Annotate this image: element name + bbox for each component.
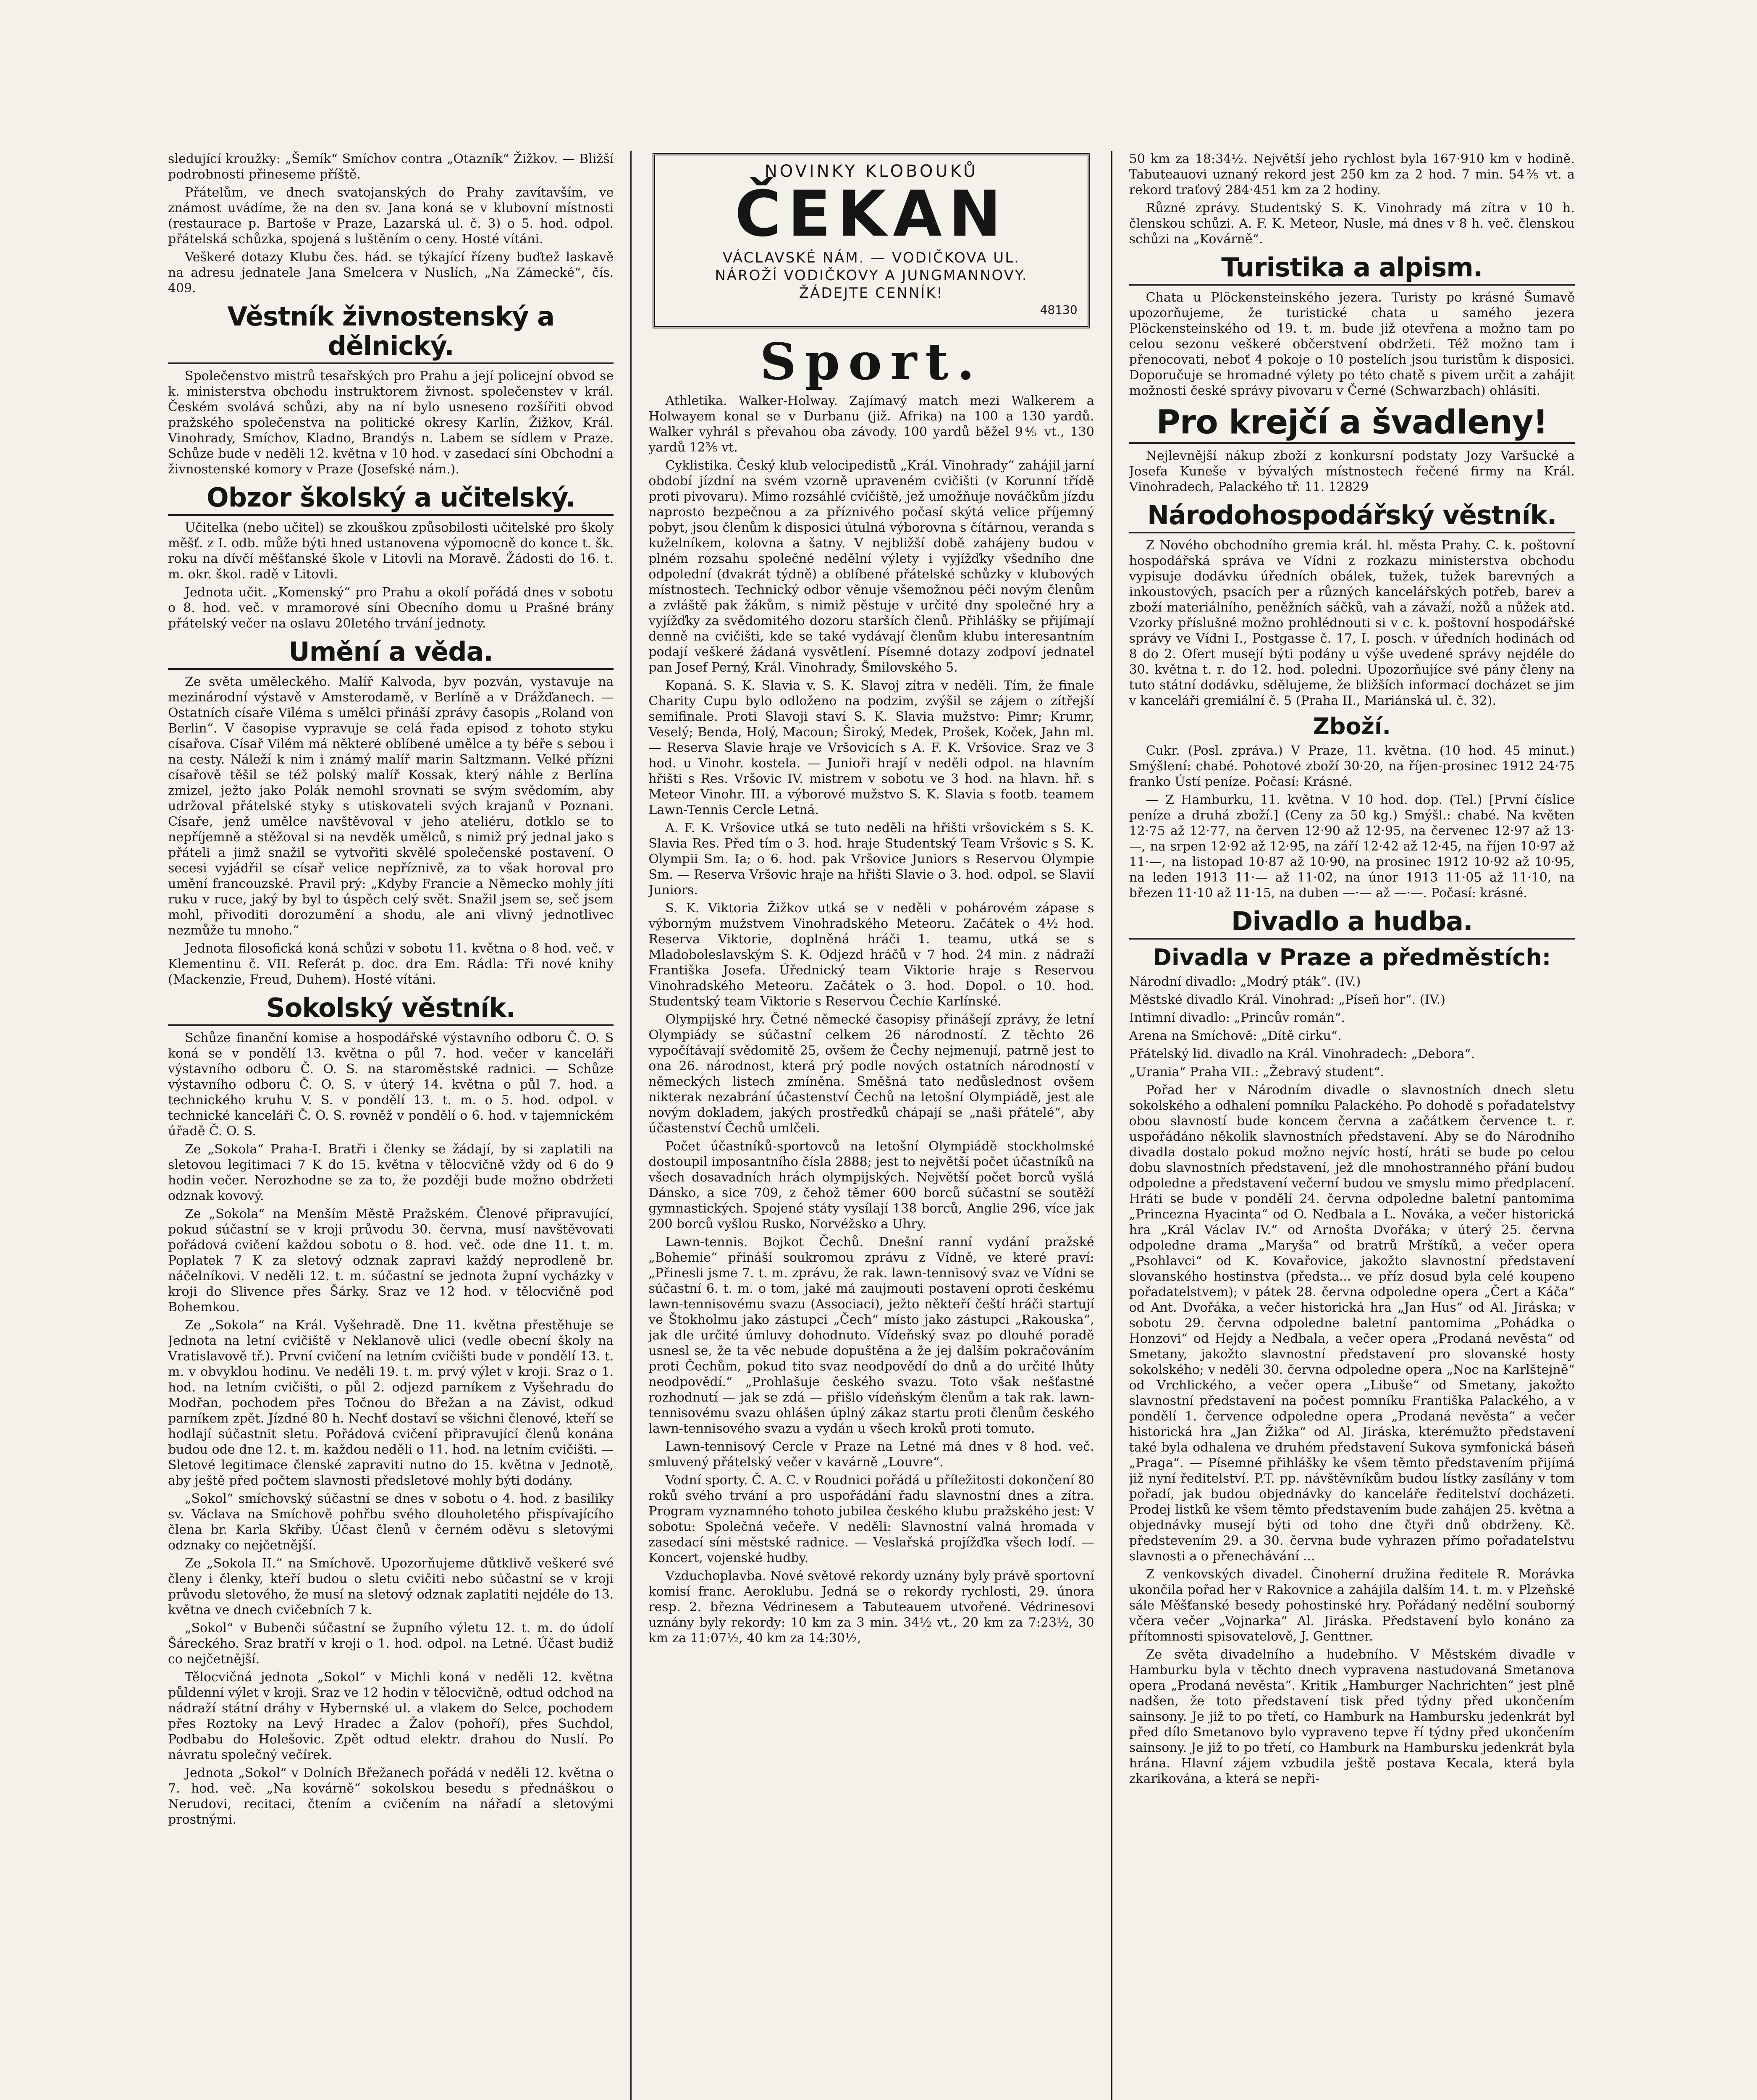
paragraph: Z Nového obchodního gremia král. hl. města Prahy. C. k. poštovní hospodářská správa ve Vídni z rozkazu ministerstva obchodu vypisuje dodávku úředních obálek, tužek, tužek barevných a inkoustových, psacích per a různých kancelářských potřeb, barev a zboží materiálního, peněžních sáčků, vah a závaží, nožů a nůžek atd. Vzorky příslušné možno prohlédnouti si v c. k. poštovní hospodářské správy ve Vídni I., Postgasse č. 17, I. posch. v úředních hodinách od 8 do 2. Ofert musejí býti podány u výše uvedené správy nejdéle do 30. května t. r. do 12. hod. poledni. Upozorňujíce své pány členy na tuto státní dodávku, sdělujeme, že bližších informací docházet se jim v kanceláři gremiální č. 5 (Praha II., Mariánská ul. č. 32).	[1129, 538, 1575, 708]
paragraph: Ze „Sokola“ na Menším Městě Pražském. Členové připravující, pokud súčastní se v kroji průvodu 30. června, musí navštěvovati pořádová cvičení každou sobotu o 8. hod. več. ode dne 11. t. m. Poplatek 7 K za sletový odznak zapravi každý neprodleně br. náčelníkovi. V neděli 12. t. m. súčastní se jednota župní vycházky v kroji do Slivence přes Šárky. Sraz ve 12 hod. v tělocvičně pod Bohemkou.	[168, 1207, 614, 1315]
paragraph: Schůze finanční komise a hospodářské výstavního odboru Č. O. S koná se v pondělí 13. května o půl 7. hod. večer v kanceláři výstavního odboru Č. O. S. na staroměstské radnici. — Schůze výstavního odboru Č. O. S. v úterý 14. května o půl 7. hod. a technického kruhu V. S. v pondělí 13. t. m. o 5. hod. odpol. v technické kanceláři Č. O. S. rovněž v pondělí o 6. hod. v tajemnickém úřadě Č. O. S.	[168, 1031, 614, 1139]
paragraph: Jednota filosofická koná schůzi v sobotu 11. května o 8 hod. več. v Klementinu č. VII. Referát p. doc. dra Em. Rádla: Tři nové knihy (Mackenzie, Freud, Duhem). Hosté vítáni.	[168, 941, 614, 987]
section-heading-zbozi: Zboží.	[1313, 713, 1391, 740]
paragraph: Počet účastníků-sportovců na letošní Olympiádě stockholmské dostoupil imposantního čísla 2888; jest to největší počet účastníků na všech dosavadních hrách olympijských. Největší počet borců vyšlá Dánsko, a sice 709, z čehož těmer 600 borců súčastní se soutěží gymnastických. Spojené státy vysílají 138 borců, Anglie 296, více jak 200 borců vyšlou Rusko, Norvéžsko a Uhry.	[648, 1139, 1094, 1231]
paragraph: Společenstvo mistrů tesařských pro Prahu a její policejní obvod se k. ministerstva obchodu instruktorem živnost. společenstev v král. Českém svolává schůzi, aby na ní bylo usneseno rozšířiti obvod pražského společenstva na politické okresy Karlín, Žižkov, Král. Vinohrady, Smíchov, Kladno, Brandýs n. Labem se sídlem v Praze. Schůze bude v neděli 12. května v 10 hod. v zasedací síni Obchodní a živnostenské komory v Praze (Josefské nám.).	[168, 369, 614, 477]
paragraph: Chata u Plöckensteinského jezera. Turisty po krásné Šumavě upozorňujeme, že turistické chata u samého jezera Plöckensteinského od 19. t. m. bude již otevřena a možno tam po celou sezonu veškeré občerstvení obdržeti. Též možno tam i přenocovati, neboť 4 pokoje o 10 postelích jsou turistům k disposici. Doporučuje se hromadné výlety po této chatě s pivem určit a zahájit možnosti české správy pivovaru v Černé (Schwarzbach) ohlásiti.	[1129, 290, 1575, 398]
section-heading-krejci: Pro krejčí a švadleny!	[1129, 404, 1575, 444]
ad-address-line: NÁROŽÍ VODIČKOVY A JUNGMANNOVY.	[715, 267, 1028, 284]
paragraph: Ze světa divadelního a hudebního. V Městském divadle v Hamburku byla v těchto dnech vypravena nastudovaná Smetanova opera „Prodaná nevěsta“. Kritik „Hamburger Nachrichten“ jest plně nadšen, že toto představení tisk před týdny před ukončením sainsony. Je již to po třetí, co Hamburk na Hambursku jedenkrát byl před dílo Smetanovo bylo vypraveno tepve ří týdny před ukončením sainsony. Je již to po třetí, co Hamburk na Hambursku jedenkrát byla hrána. Hlavní zájem vzbudila ještě postava Kecala, která byla zkarikována, a která se nepři-	[1129, 1647, 1575, 1786]
paragraph: Různé zprávy. Studentský S. K. Vinohrady má zítra v 10 h. členskou schůzi. A. F. K. Meteor, Nusle, má dnes v 8 h. več. členskou schůzi na „Kovárně“.	[1129, 201, 1575, 247]
paragraph: Lawn-tennisový Cercle v Praze na Letné má dnes v 8 hod. več. smluvený přátelský večer v kavárně „Louvre“.	[648, 1439, 1094, 1470]
paragraph: Cukr. (Posl. zpráva.) V Praze, 11. května. (10 hod. 45 minut.) Smýšlení: chabé. Pohotové zboží 30·20, na říjen-prosinec 1912 24·75 franko Ústí peníze. Počasí: Krásné.	[1129, 743, 1575, 789]
section-heading-turist: Turistika a alpism.	[1129, 253, 1575, 286]
paragraph: „Sokol“ smíchovský súčastní se dnes v sobotu o 4. hod. z basiliky sv. Václava na Smíchově pohřbu svého dlouholetého přispívajícího člena br. Karla Skřiby. Účast členů v černém oděvu s sletovými odznaky co nejčetnější.	[168, 1491, 614, 1553]
column-middle	[648, 151, 1094, 2100]
section-heading-skol: Obzor školský a učitelský.	[168, 483, 614, 516]
paragraph: Ze „Sokola“ na Král. Vyšehradě. Dne 11. května přestěhuje se Jednota na letní cvičiště v Neklanově ulici (vedle obecní školy na Vratislavově tř.). První cvičení na letním cvičišti bude v pondělí 13. t. m. v obvyklou hodinu. Ve neděli 19. t. m. prvý výlet v kroji. Sraz o 1. hod. na letním cvičišti, o půl 2. odjezd parníkem z Vyšehradu do Modřan, pochodem přes Točnou do Břežan a na Závist, odkud parníkem zpět. Jízdné 80 h. Nechť dostaví se všichni členové, kteří se hodlají súčastnit sletu. Pořádová cvičení připravující členů konána budou ode dne 12. t. m. každou neděli o 11. hod. na letním cvičišti. — Sletové legitimace členské zapraviti nutno do 15. května v Jednotě, aby ještě před počtem slavnosti předsletové mohly býti dodány.	[168, 1318, 614, 1488]
section-subheading-divadla: Divadla v Praze a předměstích:	[1153, 944, 1551, 971]
paragraph: Cyklistika. Český klub velocipedistů „Král. Vinohrady“ zahájil jarní období jízdní na svém vzorně upraveném cvičišti (v Korunní třídě proti pivovaru). Mimo rozsáhlé cvičiště, jež umožňuje nováčkům jízdu naprosto bezpečnou a za příznivého počasí skýtá velice příjemný pobyt, jsou členům k disposici útulná výborovna s čítárnou, veranda s kuželníkem, kolovna a šatny. V nejbližší době zahájeny budou v plném rozsahu společné nedělní výlety i vyjížďky všedního dne odpolední (dvakrát týdně) a oblíbené přátelské schůzky v klubových místnostech. Technický odbor věnuje všemožnou péči novým členům a zvláště pak žákům, s nimiž pěstuje v určité dny společné hry a vyjížďky za svědomitého dozoru starších členů. Přihlášky se přijímají denně na cvičišti, kde se také vydávají členům klubu interesantním podají veškeré žádaná vysvětlení. Písemné dotazy zodpoví jednatel pan Josef Perný, Král. Vinohrady, Šmilovského 5.	[648, 458, 1094, 675]
paragraph: Přátelům, ve dnech svatojanských do Prahy zavítavším, ve známost uvádíme, že na den sv. Jana koná se v klubovní místnosti (restaurace p. Bartoše v Praze, Lazarská ul. č. 3) o 5. hod. odpol. přátelská schůzka, spojená s luštěním o ceny. Hosté vítáni.	[168, 185, 614, 247]
section-heading-umeni: Umění a věda.	[168, 637, 614, 670]
ad-address-line: VÁCLAVSKÉ NÁM. — VODIČKOVA UL.	[723, 249, 1020, 266]
column-right	[1129, 151, 1575, 2100]
section-heading-sokol: Sokolský věstník.	[168, 993, 614, 1026]
column-divider	[1111, 151, 1112, 2100]
paragraph: Lawn-tennis. Bojkot Čechů. Dnešní ranní vydání pražské „Bohemie“ přináší soukromou zprávu z Vídně, ve které praví: „Přinesli jsme 7. t. m. zprávu, že rak. lawn-tennisový svaz ve Vídni se súčastní 6. t. m. o tom, jaké má zaujmouti postavení oproti českému lawn-tennisovému svazu (Associaci), ježto někteří čeští hráči startují ve Štokholmu jako zástupci „Čech“ místo jako zástupci „Rakouska“, jak dle určité úmluvy dohodnuto. Vídeňský svaz po dlouhé poradě usnesl se, že ta věc nebude dopuštěna a že jej dalším pokračováním proti Čechům, pokud tito svaz neodpovědí do dnů a do určité lhůty neodpovědí.“ „Prohlašuje českého svazu. Toto však nešťastné rozhodnutí — jak se zdá — přišlo vídeňským členům a tak rak. lawn-tennisovému svazu ohlášen úplný zákaz startu proti členům českého lawn-tennisového svazu a vydán u všech kroků proti tomuto.	[648, 1235, 1094, 1436]
column-divider	[630, 151, 632, 2100]
paragraph: Jednota učit. „Komenský“ pro Prahu a okolí pořádá dnes v sobotu o 8. hod. več. v mramorové síni Obecního domu u Prašné brány přátelský večer na oslavu 20letého trvání jednoty.	[168, 585, 614, 631]
theatre-listing: „Urania“ Praha VII.: „Žebravý student“.	[1129, 1065, 1385, 1079]
paragraph: Athletika. Walker-Holway. Zajímavý match mezi Walkerem a Holwayem konal se v Durbanu (již. Afrika) na 100 a 130 yardů. Walker vyhrál s převahou oba závody. 100 yardů běžel 9⅘ vt., 130 yardů 12⅗ vt.	[648, 394, 1094, 455]
theatre-listing: Arena na Smíchově: „Dítě cirku“.	[1129, 1029, 1342, 1043]
column-left	[168, 151, 614, 2100]
advertisement-cekan	[653, 153, 1090, 328]
paragraph: Tělocvičná jednota „Sokol“ v Michli koná v neděli 12. května půldenní výlet v kroji. Sraz ve 12 hodin v tělocvičně, odtud odchod na nádraží státní dráhy v Hybernské ul. a vlakem do Selce, pochodem přes Roztoky na Levý Hradec a Žalov (pohoří), přes Suchdol, Podbabu do Holešovic. Zpět odtud elektr. drahou do Nuslí. Po návratu společný večírek.	[168, 1670, 614, 1762]
paragraph: Jednota „Sokol“ v Dolních Břežanech pořádá v neděli 12. května o 7. hod. več. „Na kovárně“ sokolskou besedu s přednáškou o Nerudovi, recitaci, čtením a cvičením na nářadí a sletovými prostnými.	[168, 1766, 614, 1827]
paragraph: Vzduchoplavba. Nové světové rekordy uznány byly právě sportovní komisí franc. Aeroklubu. Jedná se o rekordy rychlosti, 29. února resp. 2. března Védrinesem a Tabuteauem utvořené. Védrinesovi uznány byly rekordy: 10 km za 3 min. 34½ vt., 20 km za 7:23½, 30 km za 11:07½, 40 km za 14:30½,	[648, 1569, 1094, 1646]
ad-address-line: ŽÁDEJTE CENNÍK!	[799, 285, 944, 302]
paragraph: „Sokol“ v Bubenči súčastní se župního výletu 12. t. m. do údolí Šáreckého. Sraz bratří v kroji o 1. hod. odpol. na Letné. Účast budiž co nejčetnější.	[168, 1621, 614, 1667]
paragraph: Olympijské hry. Četné německé časopisy přinášejí zprávy, že letní Olympiády se súčastní celkem 26 národností. Z těchto 26 vypočítávají svědomitě 25, ovšem že Čechy nejmenují, patrně jest to ona 26. národnost, která prý podle nových ostatních národností v německých listech zmíněna. Směšná tato nedůslednost ovšem nikterak nezabrání účastenství Čechů na letošní Olympiádě, jest ale novým dokladem, jakých prostředků chápají se „naši přátelé“, aby účastenství Čechů umlčeli.	[648, 1012, 1094, 1136]
paragraph: Z venkovských divadel. Činoherní družina ředitele R. Morávka ukončila pořad her v Rakovnice a zahájila dalším 14. t. m. v Plzeňské sále Měšťanské besedy pohostinské hry. Pořádaný nedělní souborný včera večer „Vojnarka“ Al. Jiráska. Představení bylo konáno za přítomnosti spisovatelově, J. Genttner.	[1129, 1567, 1575, 1644]
paragraph: 50 km za 18:34½. Největší jeho rychlost byla 167·910 km v hodině. Tabuteauovi uznaný rekord jest 250 km za 2 hod. 7 min. 54⅖ vt. a rekord traťový 284·451 km za 2 hodiny.	[1129, 152, 1575, 197]
paragraph: Kopaná. S. K. Slavia v. S. K. Slavoj zítra v neděli. Tím, že finale Charity Cupu bylo odloženo na podzim, zvýšil se zájem o zítřejší semifinale. Proti Slavoji staví S. K. Slavia mužstvo: Pimr; Krumr, Veselý; Benda, Holý, Macoun; Široký, Medek, Prošek, Koček, Jahn ml. — Reserva Slavie hraje ve Vršovicích s A. F. K. Vršovice. Sraz ve 3 hod. u Vinohr. kostela. — Junioři hrají v neděli odpol. na hlavním hřišti s Res. Vršovic IV. mistrem v sobotu ve 3 hod. na hlavn. hř. s Meteor Vinohr. III. a výborové mužstvo S. K. Slavia s footb. teamem Lawn-Tennis Cercle Letná.	[648, 678, 1094, 817]
paragraph: sledující kroužky: „Šemík“ Smíchov contra „Otazník“ Žižkov. — Bližší podrobnosti přineseme příště.	[168, 152, 614, 182]
ad-tagline: NOVINKY KLOBOUKŮ	[764, 162, 978, 181]
paragraph: Vodní sporty. Č. A. C. v Roudnici pořádá u příležitosti dokončení 80 roků svého trvání a pro uspořádání řadu slavnostní dnes a zítra. Program vyznamného tohoto jubilea českého klubu pražského jest: V sobotu: Společná večeře. V neděli: Slavnostní valná hromada v zasedací síni městské radnice. — Veslařská projížďka všech lodí. — Koncert, vojenské hudby.	[648, 1473, 1094, 1565]
theatre-listing: Národní divadlo: „Modrý pták“. (IV.)	[1129, 974, 1361, 989]
section-heading-narod: Národohospodářský věstník.	[1129, 501, 1575, 533]
ad-number: 12829	[1328, 480, 1369, 494]
paragraph: A. F. K. Vršovice utká se tuto neděli na hřišti vršovickém s S. K. Slavia Res. Před tím o 3. hod. hraje Studentský Team Vršovic s S. K. Olympii Sm. Ia; o 6. hod. pak Vršovice Juniors s Reservou Olympie Sm. — Reserva Vršovic hraje na hřišti Slavie o 3. hod. odpol. se Slavií Juniors.	[648, 821, 1094, 898]
paragraph: S. K. Viktoria Žižkov utká se v neděli v pohárovém zápase s výborným mužstvem Vinohradského Meteoru. Začátek o 4½ hod. Reserva Viktorie, doplněná hráči 1. teamu, utká se s Mladoboleslavským S. K. Odjezd hráčů v 7 hod. 24 min. z nádraží Františka Josefa. Úřednický team Viktorie hraje s Reservou Vinohradského Meteoru. Začátek o 3. hod. Dopol. o 10. hod. Studentský team Viktorie s Reservou Čechie Karlínské.	[648, 901, 1094, 1009]
paragraph: Ze „Sokola II.“ na Smíchově. Upozorňujeme důtklivě veškeré své členy i členky, kteří budou o sletu cvičiti nebo súčastní se v kroji průvodu sletového, že musí na sletový odznak zaplatiti nejdéle do 13. května ve dnech cvičebních 7 k.	[168, 1556, 614, 1617]
theatre-listing: Městské divadlo Král. Vinohrad: „Píseň hor“. (IV.)	[1129, 992, 1445, 1007]
paragraph: Veškeré dotazy Klubu čes. hád. se týkající řízeny buďtež laskavě na adresu jednatele Jana Smelcera v Nuslích, „Na Zámecké“, čís. 409.	[168, 250, 614, 296]
paragraph: — Z Hamburku, 11. května. V 10 hod. dop. (Tel.) [První číslice peníze a druhá zboží.] (Ceny za 50 kg.) Smýšl.: chabé. Na květen 12·75 až 12·77, na červen 12·90 až 12·95, na červenec 12·97 až 13·—, na srpen 12·92 až 12·95, na září 12·42 až 12·45, na říjen 10·97 až 11·—, na listopad 10·87 až 10·90, na prosinec 1912 10·92 až 10·95, na leden 1913 11·— až 11·02, na únor 1913 11·05 až 11·10, na březen 11·10 až 11·15, na duben —·— až —·—. Počasí: krásné.	[1129, 793, 1575, 900]
theatre-listing: Přátelský lid. divadlo na Král. Vinohradech: „Debora“.	[1129, 1047, 1475, 1061]
theatre-listing: Intimní divadlo: „Princův román“.	[1129, 1011, 1345, 1025]
section-heading-zivnost: Věstník živnostenský a dělnický.	[168, 302, 614, 364]
paragraph: Učitelka (nebo učitel) se zkouškou způsobilosti učitelské pro školy měšť. z I. odb. může býti hned ustanovena výpomocně do konce t. šk. roku na dívčí měšťanské škole v Litovli na Moravě. Žádosti do 16. t. m. okr. škol. radě v Litovli.	[168, 520, 614, 582]
newspaper-page	[168, 151, 1575, 2100]
paragraph: Pořad her v Národním divadle o slavnostních dnech sletu sokolského a odhalení pomníku Palackého. Po dohodě s pořadatelstvy obou slavností bude koncem června a začátkem července t. r. uspořádáno několik slavnostních představení. Aby se do Národního divadla dostalo pokud možno nejvíc hostí, hráti se bude po celou dobu slavnostních představení, jež dle mnohostranného přání budou odpoledne a představení večerní budou ve smyslu mimo předplacení. Hráti se bude v pondělí 24. června odpoledne baletní pantomima „Princezna Hyacinta“ od O. Nedbala a L. Nováka, a večer historická hra „Král Václav IV.“ od Arnošta Dvořáka; v úterý 25. června odpoledne drama „Maryša“ od bratrů Mrštíků, a večer opera „Psohlavci“ od K. Kovařovice, jakožto slavnostní představení slovanského hostinstva (předsta... ve příz dosud byla celé koupeno pořadatelstvem); v pátek 28. června odpoledne opera „Čert a Káča“ od Ant. Dvořáka, a večer historická hra „Jan Hus“ od Al. Jiráska; v sobotu 29. června odpoledne baletní pantomima „Pohádka o Honzovi“ od Hejdy a Nedbala, a večer opera „Prodaná nevěsta“ od Smetany, jakožto slavnostní představení pro slovanské hosty sokolského; v neděli 30. června odpoledne opera „Noc na Karlštejně“ od Vrchlického, a večer opera „Libuše“ od Smetany, jakožto slavnostní představení na počest pomníku Františka Palackého, a v pondělí 1. července odpoledne opera „Prodaná nevěsta“ a večer historická hra „Jan Žižka“ od Al. Jiráska, kterémužto představení také byla odhalena ve druhém představení Sukova symfonická báseň „Praga“. — Písemné přihlášky ke všem těmto představením přijímá již nyní ředitelství. P.T. pp. návštěvníkům budou lístky zasílány v tom pořadí, jak budou objednávky do kanceláře ředitelství docházeti. Prodej listků ke všem těmto představením bude zahájen 25. května a objednávky musejí býti od toho dne čtyři dnů obdrženy. Kč. předstevením 29. a 30. června bude vyhrazen přímo pořadatelstvu slavnosti a o přenechávání ...	[1129, 1083, 1575, 1564]
paragraph: Ze světa uměleckého. Malíř Kalvoda, byv pozván, vystavuje na mezinárodní výstavě v Amsterodamě, v Berlíně a v Drážďanech. — Ostatních císaře Viléma s umělci přináší zprávy časopis „Roland von Berlin“. V časopise vypravuje se celá řada episod z tohoto styku císařova. Císař Vilém má některé oblíbené umělce a ty béře s sebou i na cesty. Náleží k nim i známý malíř marin Saltzmann. Velké přízni císařově těšil se též polský malíř Kossak, který náhle z Berlína zmizel, ježto jako Polák nemohl srovnati se svým svědomím, aby udržoval přátelské styky s utiskovateli svých krajanů v Poznani. Císaře, jenž umělce navštěvoval v jeho ateliéru, dotklo se to nepříjemně a stěžoval si na nevděk umělců, s nimiž prý jednal jako s přáteli a jimž snažil se vytvořiti skvělé společenské postavení. O secesi vyjádřil se císař velice nepříznivě, za to však horoval pro umění francouzské. Pravil prý: „Kdyby Francie a Německo mohly jíti ruku v ruce, jaký by byl to úspěch celý svět. Snažil jsem se, seč jsem mohl, přivoditi dorozumění a shodu, ale ani vlivný jednotlivec nezmůže tu mnoho.“	[168, 675, 614, 938]
section-heading-divadlo: Divadlo a hudba.	[1129, 907, 1575, 940]
ad-brand: ČEKAN	[734, 178, 1008, 251]
paragraph	[1129, 448, 1575, 495]
ad-number: 48130	[1040, 303, 1078, 317]
paragraph: Ze „Sokola“ Praha-I. Bratři i členky se žádají, by si zaplatili na sletovou legitimaci 7 K do 15. května v tělocvičně vždy od 6 do 9 hodin večer. Nerozhodne se za to, že později bude možno obdržeti odznak kovový.	[168, 1142, 614, 1203]
ad-text: Nejlevnější nákup zboží z konkursní podstaty Jozy Varšucké a Josefa Kuneše v bývalých místnostech řečené firmy na Král. Vinohradech, Palackého tř. 11.	[1129, 449, 1575, 494]
section-heading-sport: Sport.	[760, 332, 983, 391]
